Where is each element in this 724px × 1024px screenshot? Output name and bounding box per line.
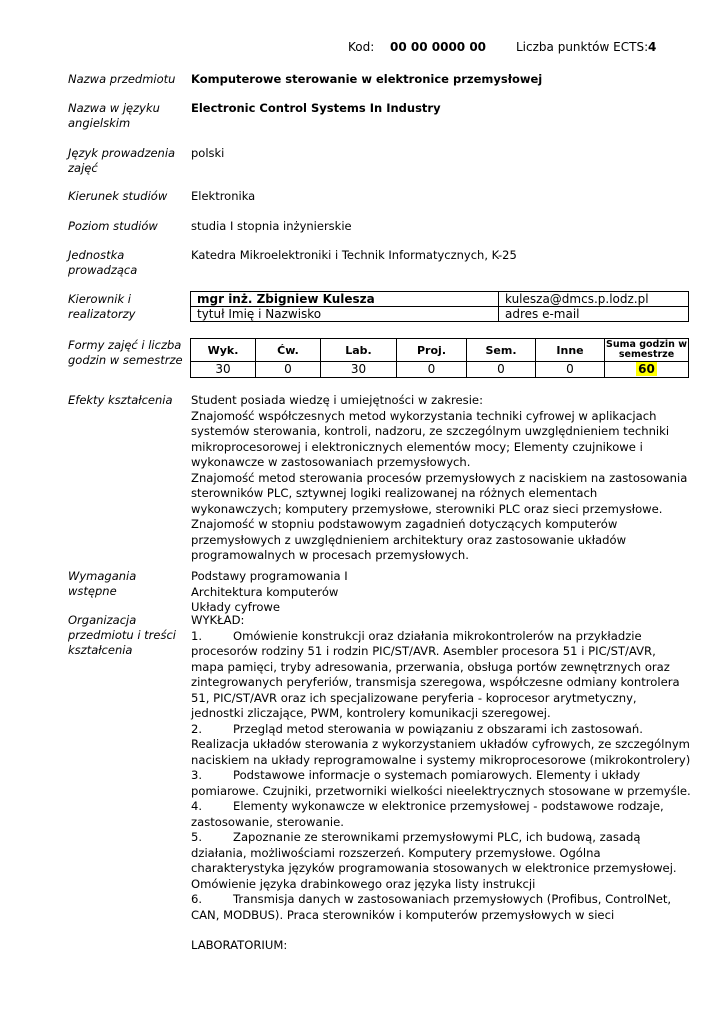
wymagania-item: Architektura komputerów (191, 584, 339, 599)
kod-value: 00 00 0000 00 (390, 40, 487, 54)
wyklad-item (191, 768, 691, 799)
hours-value-suma-cell (605, 362, 689, 378)
wymagania-label: Wymagania wstępne (68, 569, 137, 598)
hours-header-suma: Suma godzin w semestrze (606, 339, 687, 360)
formy-label: Formy zajęć i liczba godzin w semestrze (68, 338, 183, 367)
nazwa-en-value: Electronic Control Systems In Industry (191, 101, 441, 115)
staff-name: mgr inż. Zbigniew Kulesza (191, 292, 499, 307)
kierunek-label: Kierunek studiów (68, 189, 168, 203)
efekty-line: Znajomość w stopniu podstawowym zagadnień dotyczących komputerów przemysłowych z uwzględnieniem architektury oraz zastosowanie układów programowalnych w procesach przemysłowych. (191, 517, 627, 562)
staff-email-hint: adres e-mail (499, 307, 689, 322)
kierownik-label: Kierownik i realizatorzy (68, 292, 136, 321)
wyklad-item (191, 892, 691, 923)
organizacja-label: Organizacja przedmiotu i treści kształcenia (68, 613, 176, 657)
wyklad-item (191, 722, 691, 769)
hours-value-lab: 30 (321, 362, 397, 378)
efekty-text (191, 393, 691, 564)
wyklad-item-text: Zapoznanie ze sterownikami przemysłowymi PLC, ich budową, zasadą działania, możliwościami rozszerzeń. Komputery przemysłowe. Ogólna charakterystyka języków programowania stosowanych w elektronice przemysłowej. Omówienie języka drabinkowego oraz języka listy instrukcji (191, 830, 677, 891)
wyklad-item-num: 1. (191, 628, 203, 643)
hours-value-proj: 0 (397, 362, 467, 378)
hours-header-wyk: Wyk. (191, 339, 256, 362)
jednostka-label: Jednostka prowadząca (68, 248, 138, 277)
efekty-line: Znajomość współczesnych metod wykorzystania techniki cyfrowej w aplikacjach systemów sterowania, kontroli, nadzoru, ze szczególnym uwzględnieniem techniki mikroprocesorowej i elektronicznych elementów mocy; Elementy czujnikowe i wykonawcze w zastosowaniach przemysłowych. (191, 408, 670, 469)
hours-header-cw: Ćw. (256, 339, 321, 362)
hours-value-suma: 60 (638, 362, 655, 376)
staff-table (190, 291, 689, 322)
wyklad-item (191, 830, 691, 892)
wyklad-item-num: 4. (191, 799, 203, 813)
wymagania-item: Podstawy programowania I (191, 569, 348, 583)
hours-header-lab: Lab. (321, 339, 397, 362)
wyklad-item (191, 799, 691, 830)
laboratorium-title: LABORATORIUM: (191, 938, 288, 952)
hours-table (190, 338, 689, 378)
wyklad-item-text: Transmisja danych w zastosowaniach przemysłowych (Profibus, ControlNet, CAN, MODBUS). Praca sterowników i komputerów przemysłowych w sieci (191, 892, 672, 922)
wyklad-item-text: Przegląd metod sterowania w powiązaniu z obszarami ich zastosowań. Realizacja układów sterowania z wykorzystaniem układów cyfrowych, ze szczególnym naciskiem na układy reprogramowalne i systemy mikroprocesorowe (mikrokontrolery) (191, 721, 691, 767)
jednostka-value: Katedra Mikroelektroniki i Technik Informatycznych, K-25 (191, 248, 517, 262)
nazwa-value: Komputerowe sterowanie w elektronice przemysłowej (191, 72, 543, 86)
hours-header-sem: Sem. (467, 339, 536, 362)
organizacja-text (191, 613, 691, 954)
kod-label: Kod: (348, 40, 375, 54)
hours-value-wyk: 30 (191, 362, 256, 378)
wyklad-item-text: Elementy wykonawcze w elektronice przemysłowej - podstawowe rodzaje, zastosowanie, sterowanie. (191, 799, 664, 829)
hours-header-inne: Inne (536, 339, 605, 362)
poziom-label: Poziom studiów (68, 219, 158, 233)
nazwa-en-label: Nazwa w języku angielskim (68, 101, 160, 130)
wyklad-item-num: 6. (191, 892, 203, 906)
hours-value-cw: 0 (256, 362, 321, 378)
jezyk-value: polski (191, 146, 225, 160)
wyklad-item (191, 629, 691, 722)
wyklad-title: WYKŁAD: (191, 613, 245, 627)
jezyk-label: Język prowadzenia zajęć (68, 146, 176, 175)
ects-label: Liczba punktów ECTS: (516, 40, 649, 54)
wymagania-list (191, 569, 691, 616)
hours-value-inne: 0 (536, 362, 605, 378)
ects-value: 4 (648, 40, 657, 54)
wymagania-item: Układy cyfrowe (191, 600, 281, 614)
wyklad-item-num: 2. (191, 721, 203, 736)
wyklad-item-num: 5. (191, 830, 203, 844)
nazwa-label: Nazwa przedmiotu (68, 72, 176, 86)
wyklad-item-num: 3. (191, 768, 203, 782)
poziom-value: studia I stopnia inżynierskie (191, 219, 352, 233)
wyklad-item-text: Omówienie konstrukcji oraz działania mikrokontrolerów na przykładzie procesorów rodziny 51 i rodzin PIC/ST/AVR. Asembler procesora 51 i PIC/ST/AVR, mapa pamięci, tryby adresowania, przerwania, obsługa portów zewnętrznych oraz zintegrowanych peryferiów, transmisja szeregowa, współczesne odmiany kontrolera 51, PIC/ST/AVR oraz ich specjalizowane peryferia - koprocesor arytmetyczny, jednostki zliczające, PWM, kontrolery komunikacji szeregowej. (191, 628, 680, 720)
wyklad-item-text: Podstawowe informacje o systemach pomiarowych. Elementy i układy pomiarowe. Czujniki, przetworniki wielkości nieelektrycznych stosowane w przemyśle. (191, 768, 691, 798)
efekty-label: Efekty kształcenia (68, 393, 173, 407)
hours-value-sem: 0 (467, 362, 536, 378)
staff-email: kulesza@dmcs.p.lodz.pl (499, 292, 689, 307)
efekty-line: Znajomość metod sterowania procesów przemysłowych z naciskiem na zastosowania sterowników PLC, sztywnej logiki realizowanej na różnych elementach wykonawczych; komputery przemysłowe, sterowniki PLC oraz sieci przemysłowe. (191, 470, 688, 516)
staff-name-hint: tytuł Imię i Nazwisko (191, 307, 499, 322)
hours-header-proj: Proj. (397, 339, 467, 362)
efekty-line: Student posiada wiedzę i umiejętności w zakresie: (191, 393, 483, 407)
kierunek-value: Elektronika (191, 189, 256, 203)
